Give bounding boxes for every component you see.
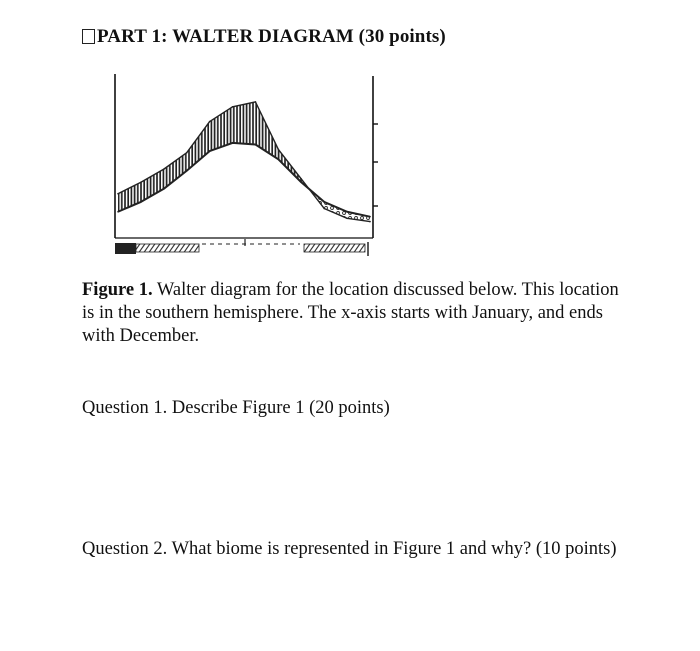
temperature-point-aug [278,158,280,160]
walter-shaded-areas [118,102,370,222]
temperature-point-dec [369,216,371,218]
month-bar [115,238,373,256]
temperature-point-jan [117,211,119,213]
precipitation-point-sep [300,178,302,180]
figure-caption-text: Walter diagram for the location discussed below. This location is in the southern hemisphere. The x-axis starts with January, and ends with December. [82,280,619,346]
temperature-point-mar [163,188,165,190]
temperature-point-feb [140,201,142,203]
question-1: Question 1. Describe Figure 1 (20 points) [82,398,390,418]
precipitation-point-apr [186,152,188,154]
precipitation-point-may [209,121,211,123]
precipitation-point-feb [140,181,142,183]
part-title [82,26,446,48]
precipitation-point-aug [278,149,280,151]
figure-caption [82,279,622,348]
walter-diagram [108,66,384,262]
frost-bar-hatched-late [304,244,365,252]
precipitation-point-mar [163,168,165,170]
temperature-point-may [209,150,211,152]
precipitation-point-dec [369,221,371,223]
question-2: Question 2. What biome is represented in Figure 1 and why? (10 points) [82,539,617,559]
frost-bar-solid [115,243,136,254]
precipitation-point-jun [232,106,234,108]
temperature-point-sep [300,181,302,183]
figure-label: Figure 1. [82,280,153,300]
frost-bar-hatched-early [136,244,199,252]
temperature-point-oct [323,201,325,203]
precipitation-point-nov [346,218,348,220]
temperature-point-nov [346,211,348,213]
part-title-text: PART 1: WALTER DIAGRAM (30 points) [97,26,446,47]
temperature-point-jul [255,144,257,146]
precipitation-point-jul [255,101,257,103]
temperature-point-apr [186,170,188,172]
arid-period-area-1 [309,189,370,222]
precipitation-point-jan [117,193,119,195]
missing-glyph-box [82,29,95,44]
precipitation-point-oct [323,208,325,210]
temperature-point-jun [232,142,234,144]
